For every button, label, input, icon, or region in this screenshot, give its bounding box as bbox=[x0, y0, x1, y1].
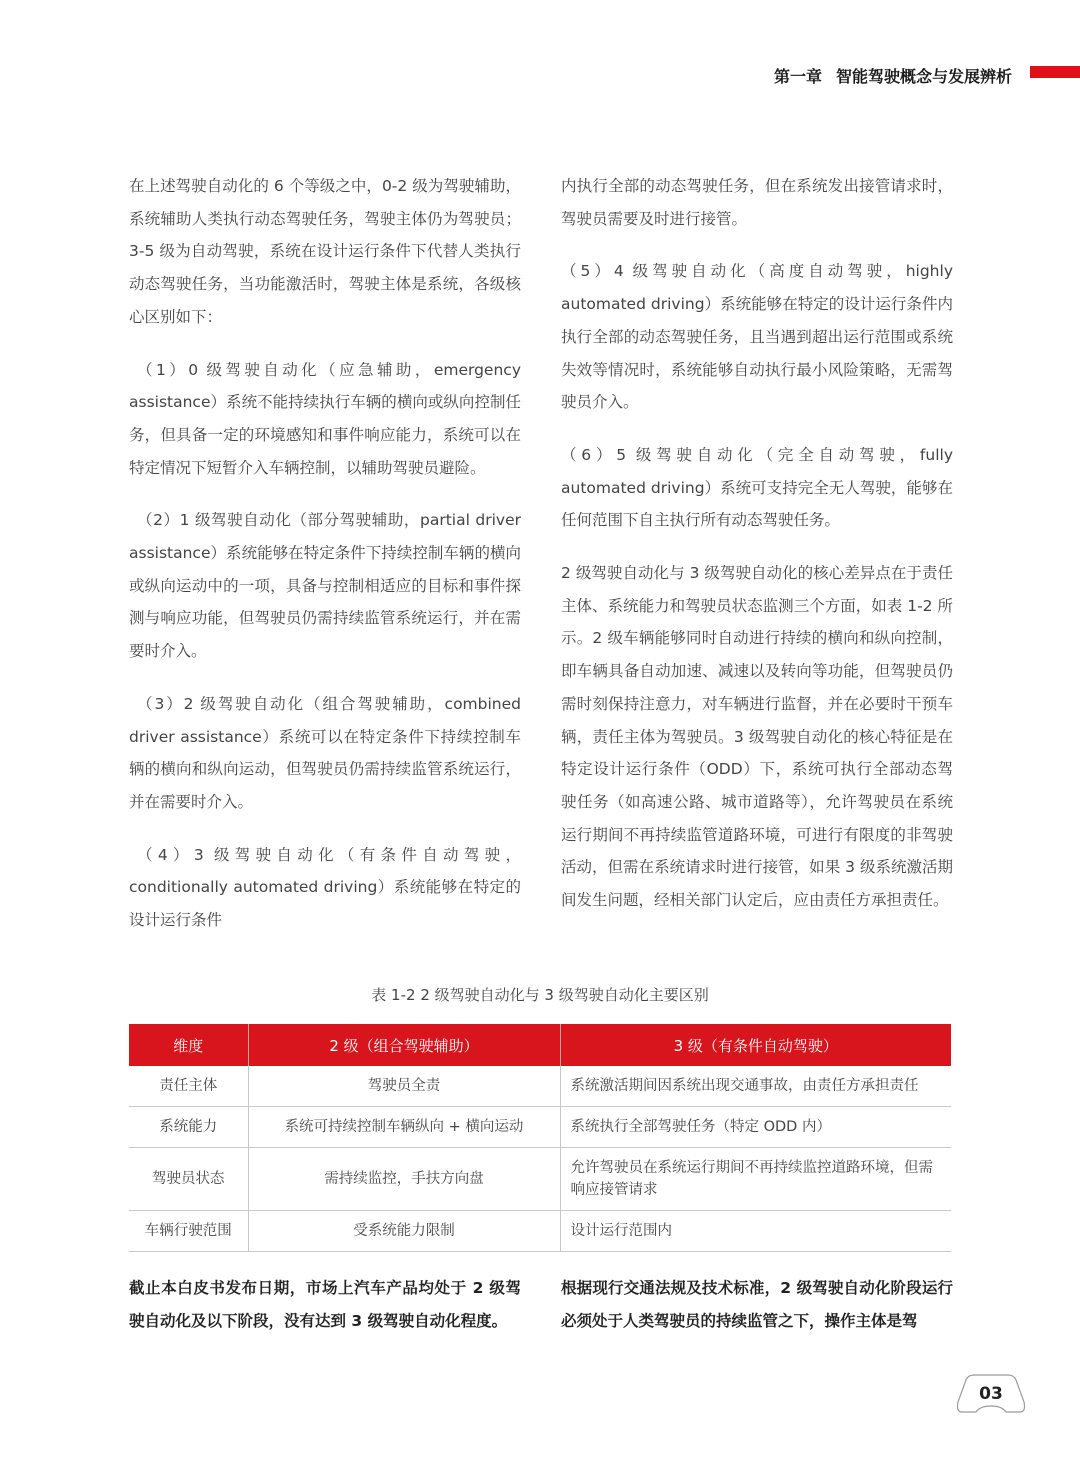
chapter-label: 第一章 bbox=[773, 67, 822, 86]
intro-paragraph: 在上述驾驶自动化的 6 个等级之中，0-2 级为驾驶辅助，系统辅助人类执行动态驾驶任务，驾驶主体仍为驾驶员；3-5 级为自动驾驶，系统在设计运行条件下代替人类执行动态驾驶任务，当功能激活时，驾驶主体是系统，各级核心区别如下： bbox=[129, 177, 521, 326]
table-row bbox=[129, 1107, 951, 1148]
row-dimension: 系统能力 bbox=[129, 1107, 248, 1148]
row-level-3: 允许驾驶员在系统运行期间不再持续监控道路环境，但需响应接管请求 bbox=[560, 1148, 951, 1211]
bottom-right-paragraph: 根据现行交通法规及技术标准，2 级驾驶自动化阶段运行必须处于人类驾驶员的持续监管之下，操作主体是驾 bbox=[561, 1279, 953, 1330]
left-text-column bbox=[129, 170, 521, 957]
page-number-badge bbox=[954, 1372, 1028, 1416]
level-3-continued: 内执行全部的动态驾驶任务，但在系统发出接管请求时，驾驶员需要及时进行接管。 bbox=[561, 177, 953, 228]
row-level-2: 驾驶员全责 bbox=[248, 1066, 560, 1107]
level-0-paragraph: （1）0 级驾驶自动化（应急辅助，emergency assistance）系统不能持续执行车辆的横向或纵向控制任务，但具备一定的环境感知和事件响应能力，系统可以在特定情况下短暂介入车辆控制，以辅助驾驶员避险。 bbox=[129, 360, 521, 477]
row-level-3: 系统执行全部驾驶任务（特定 ODD 内） bbox=[560, 1107, 951, 1148]
level-5-paragraph: （6）5 级驾驶自动化（完全自动驾驶，fully automated driving）系统可支持完全无人驾驶，能够在任何范围下自主执行所有动态驾驶任务。 bbox=[561, 445, 953, 530]
row-dimension: 驾驶员状态 bbox=[129, 1148, 248, 1211]
row-level-2: 受系统能力限制 bbox=[248, 1211, 560, 1252]
bottom-left-paragraph: 截止本白皮书发布日期，市场上汽车产品均处于 2 级驾驶自动化及以下阶段，没有达到 3 级驾驶自动化程度。 bbox=[129, 1279, 521, 1330]
table-row bbox=[129, 1148, 951, 1211]
table-row bbox=[129, 1066, 951, 1107]
chapter-title: 智能驾驶概念与发展辨析 bbox=[835, 67, 1012, 86]
header-accent-bar bbox=[1030, 66, 1080, 78]
comparison-paragraph: 2 级驾驶自动化与 3 级驾驶自动化的核心差异点在于责任主体、系统能力和驾驶员状态监测三个方面，如表 1-2 所示。2 级车辆能够同时自动进行持续的横向和纵向控制，即车辆具备自动加速、减速以及转向等功能，但驾驶员仍需时刻保持注意力，对车辆进行监督，并在必要时干预车辆，责任主体为驾驶员。3 级驾驶自动化的核心特征是在特定设计运行条件（ODD）下，系统可执行全部动态驾驶任务（如高速公路、城市道路等），允许驾驶员在系统运行期间不再持续监管道路环境，可进行有限度的非驾驶活动，但需在系统请求时进行接管，如果 3 级系统激活期间发生问题，经相关部门认定后，应由责任方承担责任。 bbox=[561, 564, 953, 910]
page-number: 03 bbox=[979, 1384, 1003, 1404]
header-level-2: 2 级（组合驾驶辅助） bbox=[248, 1024, 560, 1066]
row-level-2: 需持续监控，手扶方向盘 bbox=[248, 1148, 560, 1211]
level-2-paragraph: （3）2 级驾驶自动化（组合驾驶辅助，combined driver assistance）系统可以在特定条件下持续控制车辆的横向和纵向运动，但驾驶员仍需持续监管系统运行，并在需要时介入。 bbox=[129, 694, 521, 811]
level-4-paragraph: （5）4 级驾驶自动化（高度自动驾驶，highly automated driving）系统能够在特定的设计运行条件内执行全部的动态驾驶任务，且当遇到超出运行范围或系统失效等情况时，系统能够自动执行最小风险策略，无需驾驶员介入。 bbox=[561, 262, 953, 412]
header-level-3: 3 级（有条件自动驾驶） bbox=[560, 1024, 951, 1066]
table-caption: 表 1-2 2 级驾驶自动化与 3 级驾驶自动化主要区别 bbox=[371, 986, 709, 1004]
running-header bbox=[774, 64, 1012, 87]
row-level-2: 系统可持续控制车辆纵向 + 横向运动 bbox=[248, 1107, 560, 1148]
row-level-3: 设计运行范围内 bbox=[560, 1211, 951, 1252]
level-1-paragraph: （2）1 级驾驶自动化（部分驾驶辅助，partial driver assistance）系统能够在特定条件下持续控制车辆的横向或纵向运动中的一项，具备与控制相适应的目标和事件探测与响应功能，但驾驶员仍需持续监管系统运行，并在需要时介入。 bbox=[129, 511, 521, 661]
table-row bbox=[129, 1211, 951, 1252]
row-level-3: 系统激活期间因系统出现交通事故，由责任方承担责任 bbox=[560, 1066, 951, 1107]
row-dimension: 责任主体 bbox=[129, 1066, 248, 1107]
table-header-row bbox=[129, 1024, 951, 1066]
header-dimension: 维度 bbox=[129, 1024, 248, 1066]
row-dimension: 车辆行驶范围 bbox=[129, 1211, 248, 1252]
comparison-table bbox=[129, 1024, 951, 1252]
right-text-column bbox=[561, 170, 953, 937]
level-3-paragraph: （4）3 级驾驶自动化（有条件自动驾驶，conditionally automated driving）系统能够在特定的设计运行条件 bbox=[129, 845, 521, 930]
